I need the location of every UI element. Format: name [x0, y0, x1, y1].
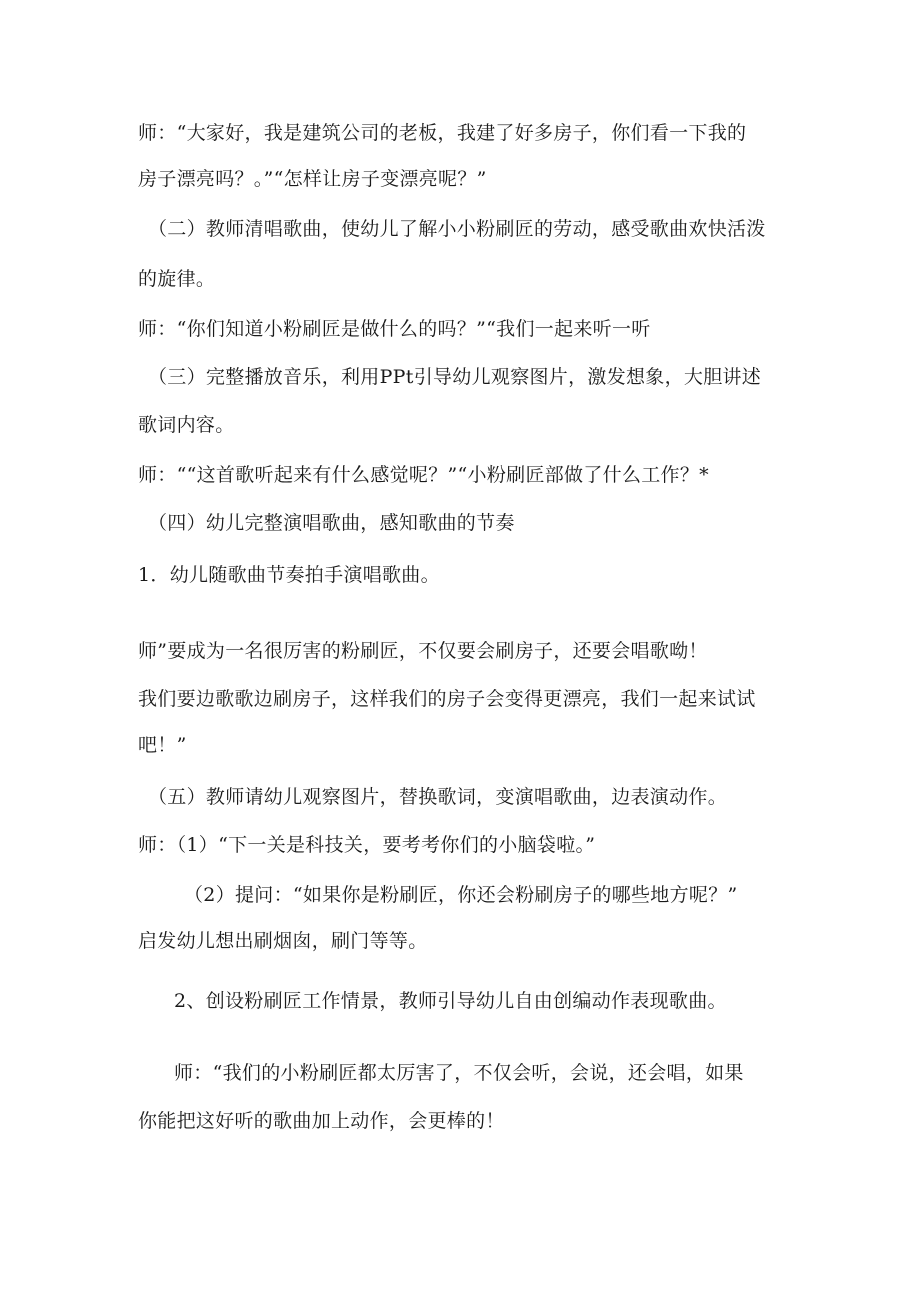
text-line: 房子漂亮吗？。”“怎样让房子变漂亮呢？”: [138, 168, 487, 190]
text-line: 歌词内容。: [138, 414, 235, 436]
text-line: 2、创设粉刷匠工作情景，教师引导幼儿自由创编动作表现歌曲。: [174, 990, 727, 1012]
text-line: 我们要边歌歌边刷房子，这样我们的房子会变得更漂亮，我们一起来试试: [138, 688, 756, 710]
text-line: 吧！”: [138, 734, 187, 756]
text-line: 师：“大家好，我是建筑公司的老板，我建了好多房子，你们看一下我的: [138, 122, 747, 144]
text-line: （三）完整播放音乐，利用PPt引导幼儿观察图片，激发想象，大胆讲述: [148, 366, 762, 388]
text-line: 1．幼儿随歌曲节奏拍手演唱歌曲。: [138, 564, 440, 586]
text-line: 的旋律。: [138, 268, 216, 290]
text-line: （五）教师请幼儿观察图片，替换歌词，变演唱歌曲，边表演动作。: [148, 786, 728, 808]
text-line: 师”要成为一名很厉害的粉刷匠，不仅要会刷房子，还要会唱歌呦！: [138, 640, 708, 662]
text-line: 师：““这首歌听起来有什么感觉呢？”“小粉刷匠部做了什么工作？*: [138, 464, 709, 486]
text-line: （二）教师清唱歌曲，使幼儿了解小小粉刷匠的劳动，感受歌曲欢快活泼: [148, 218, 766, 240]
text-line: （四）幼儿完整演唱歌曲，感知歌曲的节奏: [148, 512, 515, 534]
text-line: 师：“你们知道小粉刷匠是做什么的吗？”“我们一起来听一听: [138, 318, 651, 340]
text-line: 师：“我们的小粉刷匠都太厉害了，不仅会听，会说，还会唱，如果: [174, 1062, 744, 1084]
text-line: 启发幼儿想出刷烟囱，刷门等等。: [138, 930, 428, 952]
text-line: 你能把这好听的歌曲加上动作，会更棒的！: [138, 1110, 505, 1132]
text-line: 师：（1）“下一关是科技关，要考考你们的小脑袋啦。”: [138, 834, 596, 856]
text-line: （2）提问：“如果你是粉刷匠，你还会粉刷房子的哪些地方呢？”: [184, 884, 738, 906]
